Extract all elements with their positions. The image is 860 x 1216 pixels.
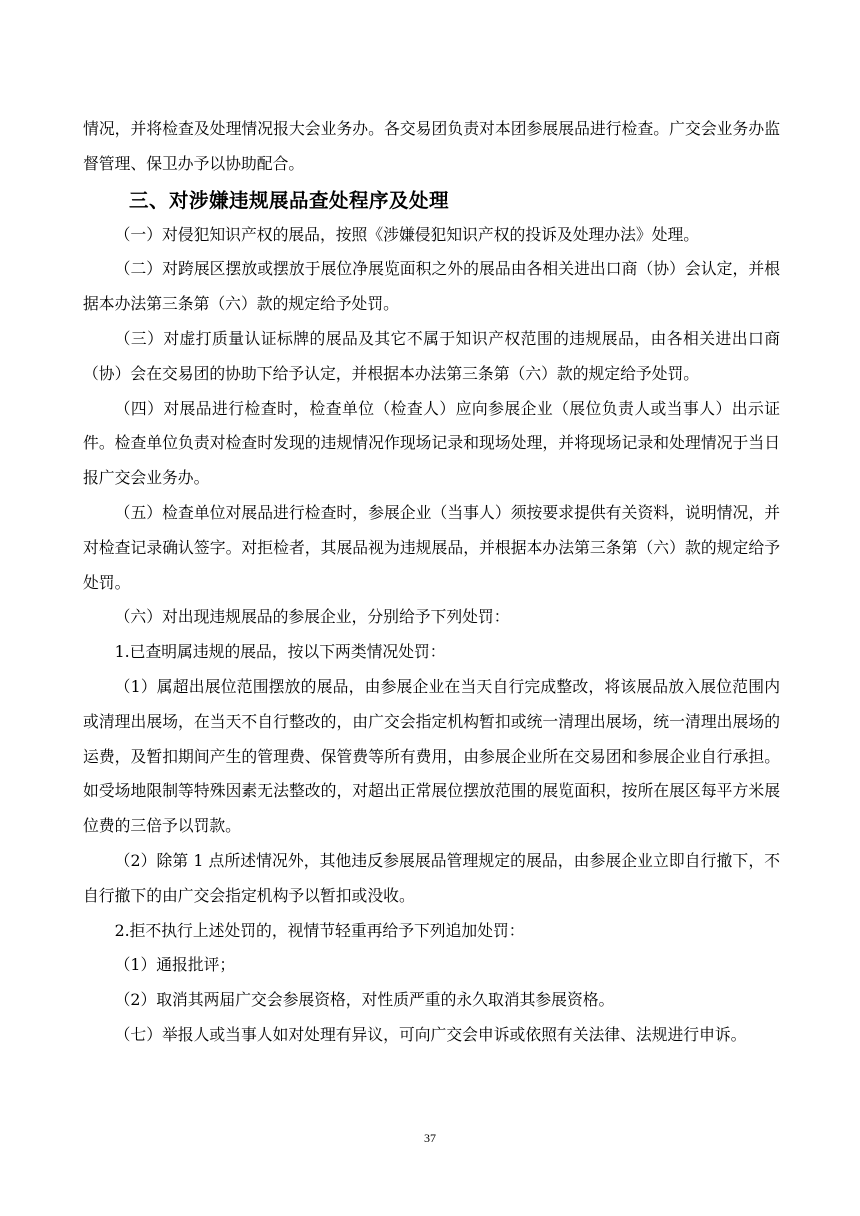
paragraph-continued: 情况，并将检查及处理情况报大会业务办。各交易团负责对本团参展展品进行检查。广交会业务办监督管理、保卫办予以协助配合。	[83, 119, 780, 173]
paragraph-subitem-2-1: （1）通报批评；	[114, 955, 236, 975]
paragraph-item-2: （二）对跨展区摆放或摆放于展位净展览面积之外的展品由各相关进出口商（协）会认定，并根据本办法第三条第（六）款的规定给予处罚。	[83, 259, 780, 314]
paragraph-item-6: （六）对出现违规展品的参展企业，分别给予下列处罚：	[114, 607, 510, 627]
paragraph-item-7: （七）举报人或当事人如对处理有异议，可向广交会申诉或依照有关法律、法规进行申诉。	[114, 1024, 747, 1044]
page-body	[83, 112, 780, 1053]
paragraph-subitem-2: 2.拒不执行上述处罚的，视情节轻重再给予下列追加处罚：	[114, 920, 525, 940]
paragraph-subitem-2-2: （2）取消其两届广交会参展资格，对性质严重的永久取消其参展资格。	[114, 990, 615, 1010]
paragraph-item-3: （三）对虚打质量认证标牌的展品及其它不属于知识产权范围的违规展品，由各相关进出口商（协）会在交易团的协助下给予认定，并根据本办法第三条第（六）款的规定给予处罚。	[83, 328, 780, 383]
paragraph-item-5: （五）检查单位对展品进行检查时，参展企业（当事人）须按要求提供有关资料，说明情况，并对检查记录确认签字。对拒检者，其展品视为违规展品，并根据本办法第三条第（六）款的规定给予处罚。	[83, 502, 780, 592]
paragraph-subitem-1-2: （2）除第 1 点所述情况外，其他违反参展展品管理规定的展品，由参展企业立即自行撤下，不自行撤下的由广交会指定机构予以暂扣或没收。	[83, 850, 780, 905]
paragraph-item-4: （四）对展品进行检查时，检查单位（检查人）应向参展企业（展位负责人或当事人）出示证件。检查单位负责对检查时发现的违规情况作现场记录和现场处理，并将现场记录和处理情况于当日报广交会业务办。	[83, 398, 780, 488]
page-number: 37	[424, 1131, 436, 1145]
paragraph-subitem-1: 1.已查明属违规的展品，按以下两类情况处罚：	[114, 642, 446, 662]
paragraph-item-1: （一）对侵犯知识产权的展品，按照《涉嫌侵犯知识产权的投诉及处理办法》处理。	[114, 224, 700, 244]
paragraph-subitem-1-1: （1）属超出展位范围摆放的展品，由参展企业在当天自行完成整改，将该展品放入展位范围内或清理出展场，在当天不自行整改的，由广交会指定机构暂扣或统一清理出展场，统一清理出展场的运费，及暂扣期间产生的管理费、保管费等所有费用，由参展企业所在交易团和参展企业自行承担。如受场地限制等特殊因素无法整改的，对超出正常展位摆放范围的展览面积，按所在展区每平方米展位费的三倍予以罚款。	[83, 676, 780, 836]
section-heading: 三、对涉嫌违规展品查处程序及处理	[129, 188, 450, 212]
